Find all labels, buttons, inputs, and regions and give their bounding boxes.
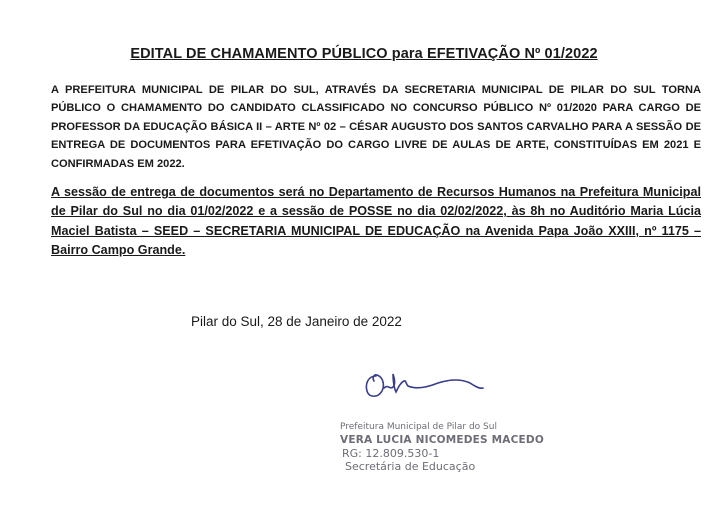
official-stamp	[330, 421, 544, 473]
handwritten-signature	[362, 366, 487, 404]
document-title: EDITAL DE CHAMAMENTO PÚBLICO para EFETIVAÇÃO Nº 01/2022	[130, 46, 598, 62]
place-date-line: Pilar do Sul, 28 de Janeiro de 2022	[191, 314, 402, 329]
stamp-department: Secretária de Educação	[345, 460, 476, 473]
session-details-paragraph: A sessão de entrega de documentos será no Departamento de Recursos Humanos na Prefeitura Municipal de Pilar do Sul no dia 01/02/2022 e a sessão de POSSE no dia 02/02/2022, às 8h no Auditório Maria Lúcia Maciel Batista – SEED – SECRETARIA MUNICIPAL DE EDUCAÇÃO na Avenida Papa João XXIII, nº 1175 – Bairro Campo Grande.	[51, 185, 701, 258]
stamp-organization: Prefeitura Municipal de Pilar do Sul	[340, 422, 497, 432]
announcement-paragraph: A PREFEITURA MUNICIPAL DE PILAR DO SUL, ATRAVÉS DA SECRETARIA MUNICIPAL DE PILAR DO SUL TORNA PÚBLICO O CHAMAMENTO DO CANDIDATO CLASSIFICADO NO CONCURSO PÚBLICO Nº 01/2020 PARA CARGO DE PROFESSOR DA EDUCAÇÃO BÁSICA II – ARTE Nº 02 – CÉSAR AUGUSTO DOS SANTOS CARVALHO PARA A SESSÃO DE ENTREGA DE DOCUMENTOS PARA EFETIVAÇÃO DO CARGO LIVRE DE AULAS DE ARTE, CONSTITUÍDAS EM 2021 E CONFIRMADAS EM 2022.	[51, 84, 701, 170]
stamp-rg: RG: 12.809.530-1	[342, 447, 440, 460]
stamp-name: VERA LUCIA NICOMEDES MACEDO	[340, 434, 544, 446]
